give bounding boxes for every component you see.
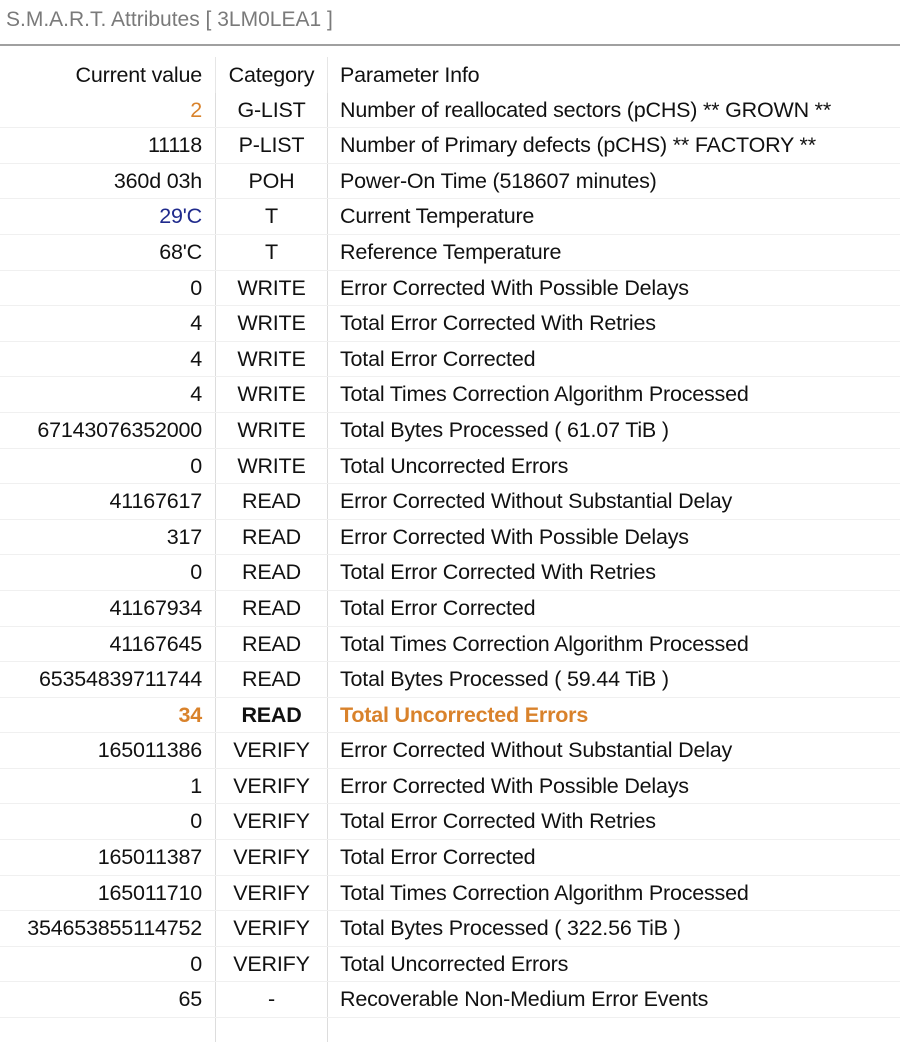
filler-cell xyxy=(0,1018,216,1042)
category-cell: READ xyxy=(216,698,328,733)
table-row[interactable] xyxy=(0,484,900,520)
table-row[interactable] xyxy=(0,164,900,200)
parameter-info-cell: Total Error Corrected With Retries xyxy=(340,311,656,336)
parameter-info-cell: Total Error Corrected With Retries xyxy=(340,809,656,834)
current-value-cell: 2 xyxy=(0,93,216,128)
current-value-cell: 0 xyxy=(0,271,216,306)
table-row[interactable] xyxy=(0,306,900,342)
column-header-current-value[interactable]: Current value xyxy=(0,57,216,93)
current-value-cell: 0 xyxy=(0,947,216,982)
table-row[interactable] xyxy=(0,271,900,307)
category-cell: WRITE xyxy=(216,342,328,377)
window-title: S.M.A.R.T. Attributes [ 3LM0LEA1 ] xyxy=(0,0,900,46)
category-cell: WRITE xyxy=(216,306,328,341)
table-row[interactable] xyxy=(0,947,900,983)
parameter-info-cell: Error Corrected With Possible Delays xyxy=(340,773,689,798)
table-row[interactable] xyxy=(0,769,900,805)
table-row[interactable] xyxy=(0,377,900,413)
parameter-info-cell: Total Bytes Processed ( 322.56 TiB ) xyxy=(340,916,681,941)
table-row[interactable] xyxy=(0,840,900,876)
parameter-info-cell: Reference Temperature xyxy=(340,239,562,264)
category-cell: WRITE xyxy=(216,449,328,484)
parameter-info-cell: Power-On Time (518607 minutes) xyxy=(340,168,657,193)
category-cell: READ xyxy=(216,520,328,555)
parameter-info-cell: Recoverable Non-Medium Error Events xyxy=(340,987,709,1012)
category-cell: WRITE xyxy=(216,377,328,412)
table-row[interactable] xyxy=(0,555,900,591)
table-row[interactable] xyxy=(0,93,900,129)
category-cell: T xyxy=(216,235,328,270)
current-value-cell: 29'C xyxy=(0,199,216,234)
category-cell: READ xyxy=(216,627,328,662)
table-row[interactable] xyxy=(0,804,900,840)
table-row[interactable] xyxy=(0,520,900,556)
table-row[interactable] xyxy=(0,235,900,271)
category-cell: T xyxy=(216,199,328,234)
filler-cell xyxy=(328,1018,900,1042)
current-value-cell: 4 xyxy=(0,306,216,341)
parameter-info-cell: Total Bytes Processed ( 59.44 TiB ) xyxy=(340,667,669,692)
table-body xyxy=(0,93,900,1018)
parameter-info-cell: Total Times Correction Algorithm Processed xyxy=(340,382,749,407)
parameter-info-cell: Current Temperature xyxy=(340,204,535,229)
parameter-info-cell: Total Times Correction Algorithm Processed xyxy=(340,880,749,905)
table-row[interactable] xyxy=(0,662,900,698)
current-value-cell: 34 xyxy=(0,698,216,733)
parameter-info-cell: Total Bytes Processed ( 61.07 TiB ) xyxy=(340,417,669,442)
table-row[interactable] xyxy=(0,413,900,449)
parameter-info-cell: Error Corrected With Possible Delays xyxy=(340,524,689,549)
parameter-info-cell: Error Corrected Without Substantial Delay xyxy=(340,489,733,514)
column-header-parameter-info[interactable]: Parameter Info xyxy=(340,63,480,87)
category-cell: READ xyxy=(216,662,328,697)
table-row[interactable] xyxy=(0,698,900,734)
current-value-cell: 4 xyxy=(0,377,216,412)
current-value-cell: 67143076352000 xyxy=(0,413,216,448)
parameter-info-cell: Total Uncorrected Errors xyxy=(340,951,569,976)
parameter-info-cell: Error Corrected With Possible Delays xyxy=(340,275,689,300)
table-row[interactable] xyxy=(0,591,900,627)
parameter-info-cell: Total Uncorrected Errors xyxy=(340,453,569,478)
current-value-cell: 41167934 xyxy=(0,591,216,626)
category-cell: P-LIST xyxy=(216,128,328,163)
current-value-cell: 0 xyxy=(0,449,216,484)
parameter-info-cell: Total Error Corrected With Retries xyxy=(340,560,656,585)
table-row[interactable] xyxy=(0,627,900,663)
current-value-cell: 65354839711744 xyxy=(0,662,216,697)
parameter-info-cell: Total Error Corrected xyxy=(340,595,536,620)
current-value-cell: 0 xyxy=(0,804,216,839)
current-value-cell: 165011710 xyxy=(0,876,216,911)
table-row[interactable] xyxy=(0,982,900,1018)
filler-cell xyxy=(216,1018,328,1042)
parameter-info-cell: Number of reallocated sectors (pCHS) ** GROWN ** xyxy=(340,97,832,122)
category-cell: READ xyxy=(216,484,328,519)
category-cell: VERIFY xyxy=(216,769,328,804)
category-cell: G-LIST xyxy=(216,93,328,128)
current-value-cell: 11118 xyxy=(0,128,216,163)
category-cell: VERIFY xyxy=(216,733,328,768)
table-row[interactable] xyxy=(0,199,900,235)
table-row[interactable] xyxy=(0,733,900,769)
parameter-info-cell: Total Times Correction Algorithm Processed xyxy=(340,631,749,656)
table-row[interactable] xyxy=(0,911,900,947)
category-cell: VERIFY xyxy=(216,911,328,946)
category-cell: READ xyxy=(216,591,328,626)
current-value-cell: 0 xyxy=(0,555,216,590)
category-cell: - xyxy=(216,982,328,1017)
current-value-cell: 4 xyxy=(0,342,216,377)
table-row[interactable] xyxy=(0,342,900,378)
category-cell: READ xyxy=(216,555,328,590)
table-row[interactable] xyxy=(0,449,900,485)
category-cell: WRITE xyxy=(216,271,328,306)
current-value-cell: 1 xyxy=(0,769,216,804)
current-value-cell: 360d 03h xyxy=(0,164,216,199)
current-value-cell: 317 xyxy=(0,520,216,555)
column-header-category[interactable]: Category xyxy=(216,57,328,93)
category-cell: POH xyxy=(216,164,328,199)
category-cell: VERIFY xyxy=(216,947,328,982)
parameter-info-cell: Total Uncorrected Errors xyxy=(340,702,589,727)
current-value-cell: 354653855114752 xyxy=(0,911,216,946)
parameter-info-cell: Error Corrected Without Substantial Delay xyxy=(340,738,733,763)
current-value-cell: 41167617 xyxy=(0,484,216,519)
current-value-cell: 165011387 xyxy=(0,840,216,875)
parameter-info-cell: Total Error Corrected xyxy=(340,845,536,870)
parameter-info-cell: Number of Primary defects (pCHS) ** FACTORY ** xyxy=(340,133,816,158)
current-value-cell: 68'C xyxy=(0,235,216,270)
table-filler xyxy=(0,1018,900,1042)
category-cell: WRITE xyxy=(216,413,328,448)
category-cell: VERIFY xyxy=(216,804,328,839)
smart-attributes-table[interactable] xyxy=(0,57,900,1042)
table-row[interactable] xyxy=(0,876,900,912)
table-header xyxy=(0,57,900,93)
category-cell: VERIFY xyxy=(216,876,328,911)
current-value-cell: 41167645 xyxy=(0,627,216,662)
table-row[interactable] xyxy=(0,128,900,164)
parameter-info-cell: Total Error Corrected xyxy=(340,346,536,371)
current-value-cell: 65 xyxy=(0,982,216,1017)
current-value-cell: 165011386 xyxy=(0,733,216,768)
category-cell: VERIFY xyxy=(216,840,328,875)
